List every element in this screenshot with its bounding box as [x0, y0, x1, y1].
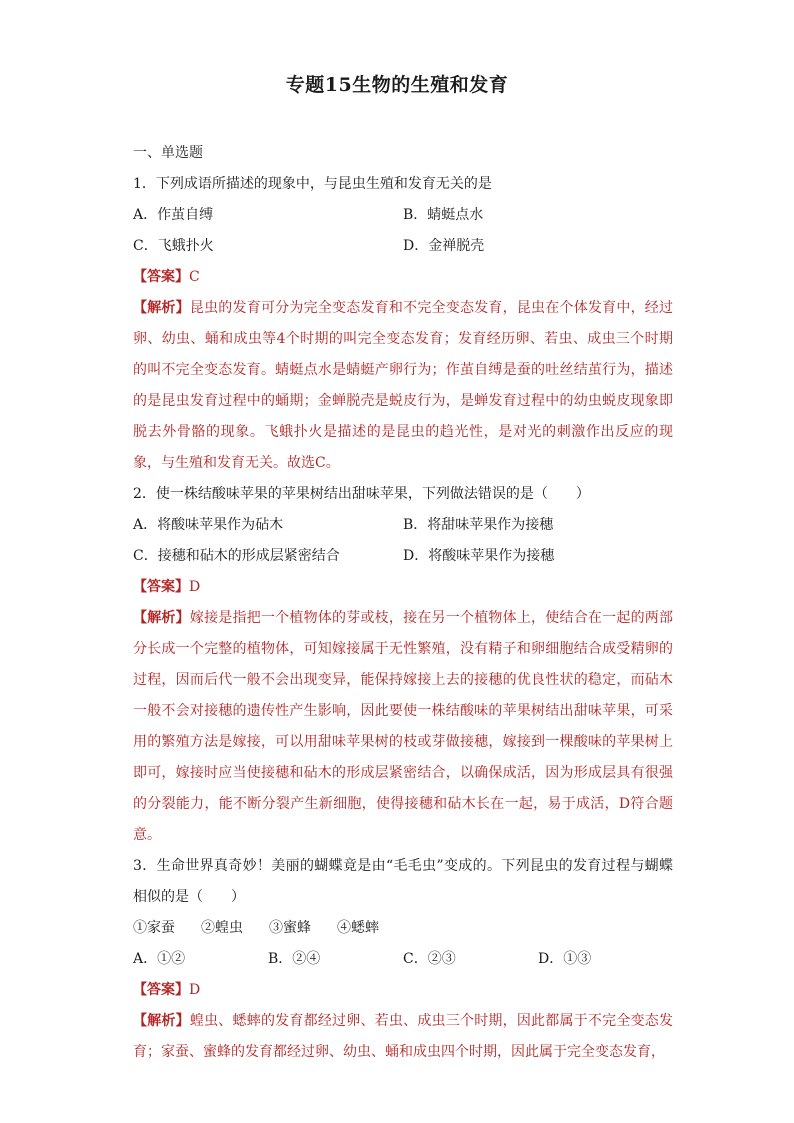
question-stem: 2．使一株结酸味苹果的苹果树结出甜味苹果，下列做法错误的是（ ） — [133, 486, 590, 502]
analysis-label: 【解析】 — [133, 1013, 190, 1029]
options-row — [133, 541, 673, 572]
options-row — [133, 200, 673, 231]
option: D．①③ — [538, 951, 592, 967]
option: B．蜻蜓点水 — [403, 207, 484, 223]
answer-label: 【答案】 — [133, 982, 189, 998]
item: ②蝗虫 — [201, 920, 243, 936]
item: ④蟋蟀 — [337, 920, 379, 936]
options-row — [133, 944, 673, 975]
analysis-paragraph — [133, 603, 673, 851]
option: D．金禅脱壳 — [403, 238, 485, 254]
answer-line — [133, 262, 673, 293]
item: ③蜜蜂 — [269, 920, 311, 936]
answer-value: C — [189, 269, 200, 285]
page-title: 专题15生物的生殖和发育 — [285, 74, 509, 96]
answer-value: D — [189, 579, 201, 595]
options-row — [133, 231, 673, 262]
answer-line — [133, 975, 673, 1006]
option: C．飞蛾扑火 — [133, 238, 214, 254]
option: B．将甜味苹果作为接穗 — [403, 517, 554, 533]
answer-label: 【答案】 — [133, 269, 189, 285]
content — [133, 138, 673, 1068]
options-row — [133, 510, 673, 541]
item: ①家蚕 — [133, 920, 175, 936]
question-stem: 1．下列成语所描述的现象中，与昆虫生殖和发育无关的是 — [133, 176, 492, 192]
items-row — [133, 913, 673, 944]
section-heading: 一、单选题 — [133, 145, 203, 161]
analysis-paragraph — [133, 293, 673, 479]
analysis-label: 【解析】 — [133, 610, 190, 626]
option: C．②③ — [403, 951, 456, 967]
analysis-text: 蝗虫、蟋蟀的发育都经过卵、若虫、成虫三个时期，因此都属于不完全变态发育；家蚕、蜜蜂的发育都经过卵、幼虫、蛹和成虫四个时期，因此属于完全变态发育， — [133, 1013, 674, 1060]
analysis-label: 【解析】 — [133, 300, 190, 316]
option: A．作茧自缚 — [133, 207, 214, 223]
answer-value: D — [189, 982, 201, 998]
option: A．①② — [133, 951, 186, 967]
analysis-text: 昆虫的发育可分为完全变态发育和不完全变态发育，昆虫在个体发育中，经过卵、幼虫、蛹和成虫等4个时期的叫完全变态发育；发育经历卵、若虫、成虫三个时期的叫不完全变态发育。蜻蜓点水是蜻蜓产卵行为；作茧自缚是蚕的吐丝结茧行为，描述的是昆虫发育过程中的蛹期；金蝉脱壳是蜕皮行为，是蝉发育过程中的幼虫蜕皮现象即脱去外骨骼的现象。飞蛾扑火是描述的是昆虫的趋光性，是对光的刺激作出反应的现象，与生殖和发育无关。故选C。 — [133, 300, 674, 471]
question-stem: 3．生命世界真奇妙！美丽的蝴蝶竟是由“毛毛虫”变成的。下列昆虫的发育过程与蝴蝶相似的是（ ） — [133, 858, 673, 905]
analysis-paragraph — [133, 1006, 673, 1068]
option: C．接穗和砧木的形成层紧密结合 — [133, 548, 340, 564]
answer-line — [133, 572, 673, 603]
answer-label: 【答案】 — [133, 579, 189, 595]
option: B．②④ — [268, 951, 321, 967]
analysis-text: 嫁接是指把一个植物体的芽或枝，接在另一个植物体上，使结合在一起的两部分长成一个完整的植物体，可知嫁接属于无性繁殖，没有精子和卵细胞结合成受精卵的过程，因而后代一般不会出现变异，能保持嫁接上去的接穗的优良性状的稳定，而砧木一般不会对接穗的遗传性产生影响，因此要使一株结酸味的苹果树结出甜味苹果，可采用的繁殖方法是嫁接，可以用甜味苹果树的枝或芽做接穗，嫁接到一棵酸味的苹果树上即可，嫁接时应当使接穗和砧木的形成层紧密结合，以确保成活，因为形成层具有很强的分裂能力，能不断分裂产生新细胞，使得接穗和砧木长在一起，易于成活，D符合题意。 — [133, 610, 674, 843]
option: A．将酸味苹果作为砧木 — [133, 517, 284, 533]
option: D．将酸味苹果作为接穗 — [403, 548, 555, 564]
